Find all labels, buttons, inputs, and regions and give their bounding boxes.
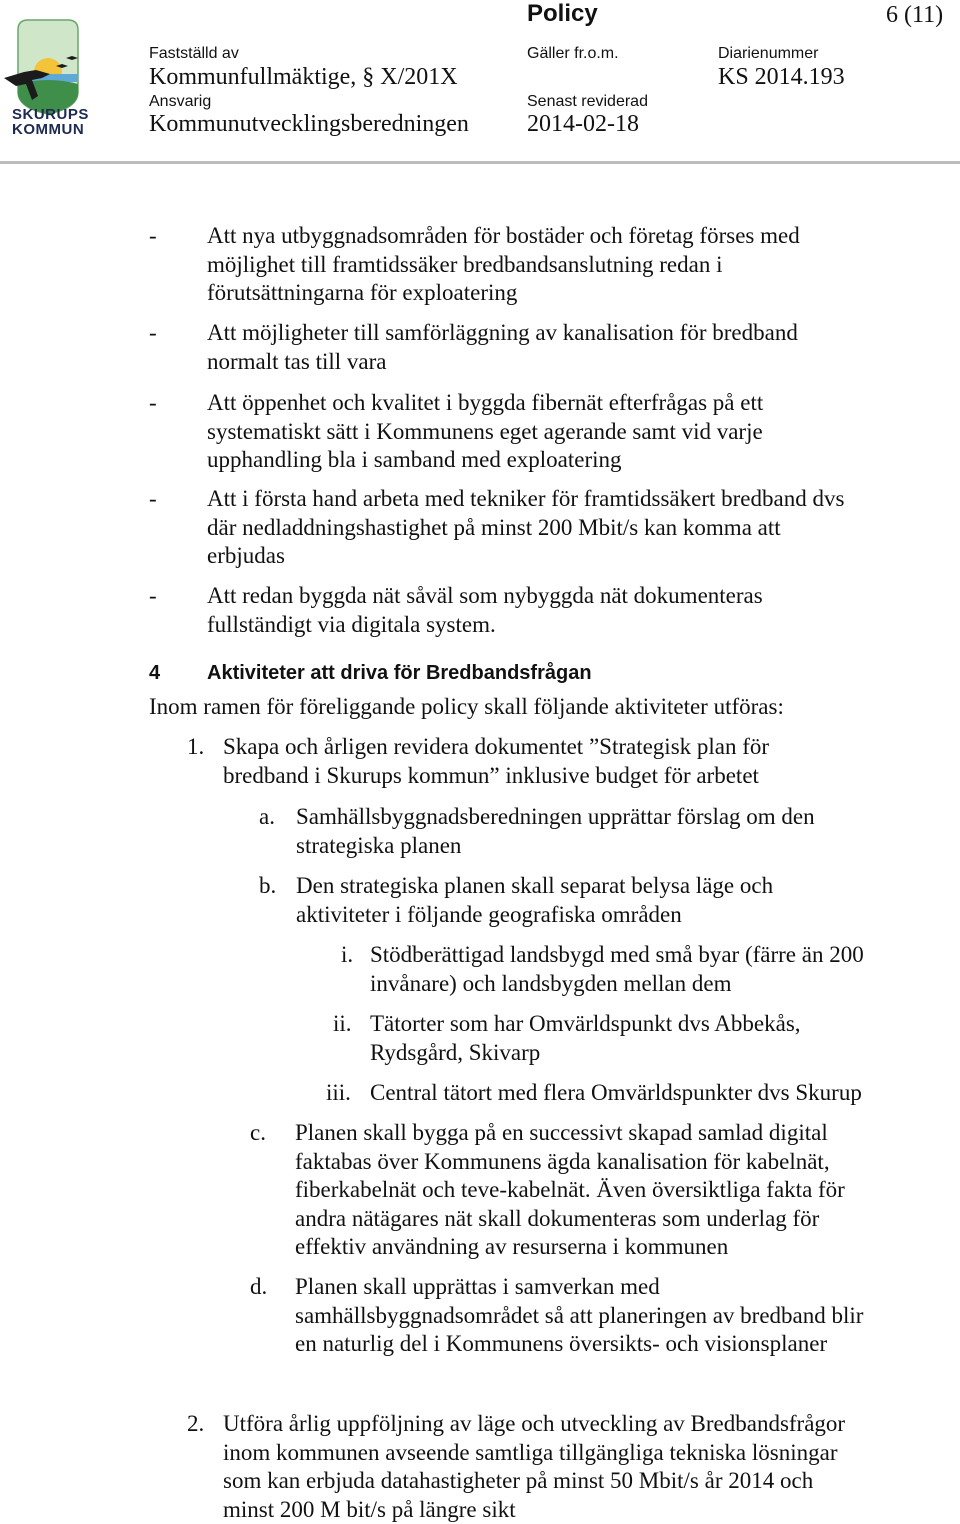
bullet-line: möjlighet till framtidssäker bredbandsanslutning redan i	[207, 251, 722, 280]
list-line: invånare) och landsbygden mellan dem	[370, 970, 732, 999]
established-by-label: Fastställd av	[149, 45, 239, 63]
bullet-line: erbjudas	[207, 542, 285, 571]
logo-text-skurups: SKURUPS	[12, 106, 89, 123]
section-title: Aktiviteter att driva för Bredbandsfrågan	[207, 662, 592, 685]
bullet-line: Att öppenhet och kvalitet i byggda fibernät efterfrågas på ett	[207, 389, 763, 418]
valid-from-label: Gäller fr.o.m.	[527, 45, 619, 63]
list-line: Utföra årlig uppföljning av läge och utveckling av Bredbandsfrågor	[223, 1410, 845, 1439]
list-line: Planen skall bygga på en successivt skapad samlad digital	[295, 1119, 828, 1148]
bullet-marker: -	[149, 319, 157, 348]
bullet-line: Att nya utbyggnadsområden för bostäder och företag förses med	[207, 222, 800, 251]
bullet-marker: -	[149, 485, 157, 514]
bullet-line: där nedladdningshastighet på minst 200 Mbit/s kan komma att	[207, 514, 781, 543]
bullet-line: Att i första hand arbeta med tekniker för framtidssäkert bredband dvs	[207, 485, 844, 514]
registry-number-value: KS 2014.193	[718, 64, 845, 91]
list-line: faktabas över Kommunens ägda kanalisation för kabelnät,	[295, 1148, 830, 1177]
bullet-marker: -	[149, 222, 157, 251]
list-line: en naturlig del i Kommunens översikts- och visionsplaner	[295, 1330, 827, 1359]
list-line: minst 200 M bit/s på längre sikt	[223, 1496, 516, 1524]
list-marker: iii.	[326, 1079, 351, 1108]
skurups-kommun-logo	[2, 14, 94, 136]
page-number: 6 (11)	[886, 2, 943, 29]
list-line: Stödberättigad landsbygd med små byar (färre än 200	[370, 941, 864, 970]
list-line: fiberkabelnät och teve-kabelnät. Även översiktliga fakta för	[295, 1176, 845, 1205]
section-number: 4	[149, 662, 160, 685]
bullet-line: Att möjligheter till samförläggning av kanalisation för bredband	[207, 319, 798, 348]
bullet-marker: -	[149, 582, 157, 611]
list-marker: i.	[341, 941, 353, 970]
list-line: Central tätort med flera Omvärldspunkter dvs Skurup	[370, 1079, 862, 1108]
established-by-value: Kommunfullmäktige, § X/201X	[149, 64, 458, 91]
list-line: Skapa och årligen revidera dokumentet ”Strategisk plan för	[223, 733, 769, 762]
logo-text-kommun: KOMMUN	[12, 121, 84, 138]
document-type: Policy	[527, 0, 598, 28]
responsible-label: Ansvarig	[149, 93, 211, 111]
list-line: som kan erbjuda datahastigheter på minst 50 Mbit/s år 2014 och	[223, 1467, 813, 1496]
bullet-line: systematiskt sätt i Kommunens eget agerande samt vid varje	[207, 418, 763, 447]
list-line: aktiviteter i följande geografiska områden	[296, 901, 682, 930]
list-line: Planen skall upprättas i samverkan med	[295, 1273, 660, 1302]
registry-number-label: Diarienummer	[718, 45, 818, 63]
list-line: inom kommunen avseende samtliga tillgängliga tekniska lösningar	[223, 1439, 838, 1468]
list-line: samhällsbyggnadsområdet så att planeringen av bredband blir	[295, 1302, 863, 1331]
list-line: Rydsgård, Skivarp	[370, 1039, 540, 1068]
list-line: Tätorter som har Omvärldspunkt dvs Abbekås,	[370, 1010, 801, 1039]
list-marker: ii.	[333, 1010, 352, 1039]
list-marker: a.	[259, 803, 275, 832]
list-marker: 1.	[187, 733, 204, 762]
revised-label: Senast reviderad	[527, 93, 648, 111]
list-marker: 2.	[187, 1410, 204, 1439]
list-line: Den strategiska planen skall separat belysa läge och	[296, 872, 773, 901]
header-divider	[0, 161, 960, 164]
list-line: andra nätägares nät skall dokumenteras som underlag för	[295, 1205, 819, 1234]
list-line: Samhällsbyggnadsberedningen upprättar förslag om den	[296, 803, 815, 832]
bullet-line: Att redan byggda nät såväl som nybyggda nät dokumenteras	[207, 582, 763, 611]
revised-value: 2014-02-18	[527, 111, 639, 138]
bullet-marker: -	[149, 389, 157, 418]
list-marker: c.	[250, 1119, 266, 1148]
bullet-line: normalt tas till vara	[207, 348, 386, 377]
bullet-line: upphandling bla i samband med exploatering	[207, 446, 622, 475]
list-marker: d.	[250, 1273, 267, 1302]
bullet-line: förutsättningarna för exploatering	[207, 279, 517, 308]
section-intro: Inom ramen för föreliggande policy skall följande aktiviteter utföras:	[149, 693, 784, 722]
list-line: strategiska planen	[296, 832, 461, 861]
bullet-line: fullständigt via digitala system.	[207, 611, 496, 640]
list-line: effektiv användning av resurserna i kommunen	[295, 1233, 728, 1262]
responsible-value: Kommunutvecklingsberedningen	[149, 111, 469, 138]
list-marker: b.	[259, 872, 276, 901]
list-line: bredband i Skurups kommun” inklusive budget för arbetet	[223, 762, 759, 791]
